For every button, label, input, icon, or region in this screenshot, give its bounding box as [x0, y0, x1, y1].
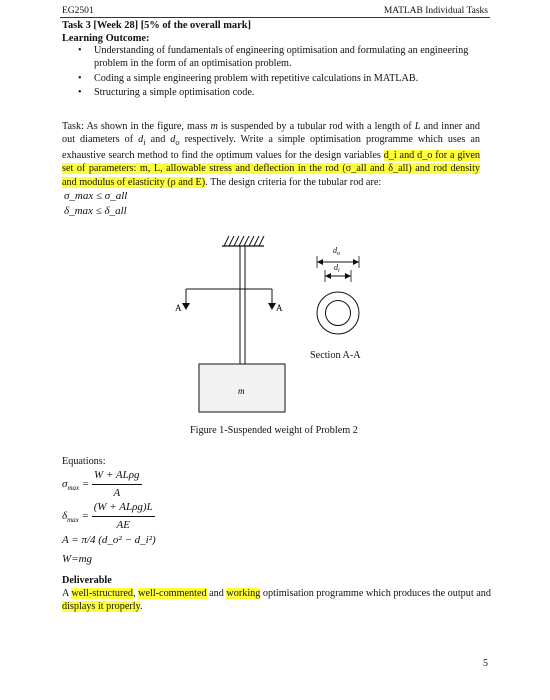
outer-circle: [317, 292, 359, 334]
sigma-denominator: A: [113, 486, 121, 499]
mass-label: m: [238, 386, 245, 396]
header-title: MATLAB Individual Tasks: [383, 6, 488, 16]
do-arrow-right: [353, 259, 359, 265]
criterion-deflection: δ_max ≤ δ_all: [64, 205, 127, 217]
equations-title: Equations:: [62, 456, 106, 467]
task-title: Task 3 [Week 28] [5% of the overall mark]: [62, 20, 251, 31]
equation-weight: W=mg: [62, 553, 93, 565]
course-code: EG2501: [62, 6, 94, 16]
section-label-a-left: A: [175, 303, 182, 313]
section-arrowhead-right: [268, 303, 276, 310]
criterion-stress: σ_max ≤ σ_all: [64, 190, 128, 202]
deliverable-text: A well-structured, well-commented and working optimisation programme which produces the output and displays it properly.: [62, 588, 491, 613]
delta-denominator: AE: [116, 518, 130, 531]
equation-area: A = π/4 (d_o² − d_i²): [62, 534, 156, 546]
sigma-numerator: W + ALρg: [92, 468, 142, 485]
highlighted-text: d_i and d_o for a given set of parameters: m, L, allowable stress and deflection in the rod (σ_all and δ_all) and rod density and modulus of elasticity (ρ and E): [62, 149, 480, 188]
learning-outcome-title: Learning Outcome:: [62, 33, 150, 44]
delta-numerator: (W + ALρg)L: [92, 500, 155, 517]
section-label-a-right: A: [276, 303, 283, 313]
section-arrowhead-left: [182, 303, 190, 310]
equation-delta: $\delta_{max}$ = $\frac{\text{(W + ALρg)L}}{AE}$: [62, 501, 153, 531]
page-number: 5: [483, 658, 488, 669]
figure-caption: Figure 1-Suspended weight of Problem 2: [190, 425, 358, 436]
di-arrow-right: [345, 273, 351, 279]
list-item: • Structuring a simple optimisation code.: [78, 86, 478, 99]
di-arrow-left: [325, 273, 331, 279]
inner-circle: [326, 301, 351, 326]
ceiling-hatch: [224, 236, 264, 246]
list-item: • Understanding of fundamentals of engineering optimisation and formulating an engineering problem in the form of an optimisation problem.: [78, 44, 478, 71]
do-arrow-left: [317, 259, 323, 265]
task-paragraph: Task: As shown in the figure, mass m is suspended by a tubular rod with a length of L and inner and out diameters of $d_i$ and $d_o$ respectively. Write a simple optimisation programme which uses an exhaustive search method to find the optimum values for the design variables d_i and d_o for a given set of parameters: m, L, allowable stress and deflection in the rod (σ_all and δ_all) and rod density and modulus of elasticity (ρ and E). The design criteria for the tubular rod are:: [62, 121, 480, 188]
deliverable-title: Deliverable: [62, 575, 112, 586]
section-a-a-label: Section A-A: [310, 350, 361, 361]
do-label: $d_o$: [333, 246, 340, 257]
equation-sigma: $\sigma_{max}$ = $\frac{\text{W + ALρg}}{A}$: [62, 469, 140, 499]
di-label: $d_i$: [334, 263, 340, 274]
list-item: • Coding a simple engineering problem with repetitive calculations in MATLAB.: [78, 72, 478, 85]
